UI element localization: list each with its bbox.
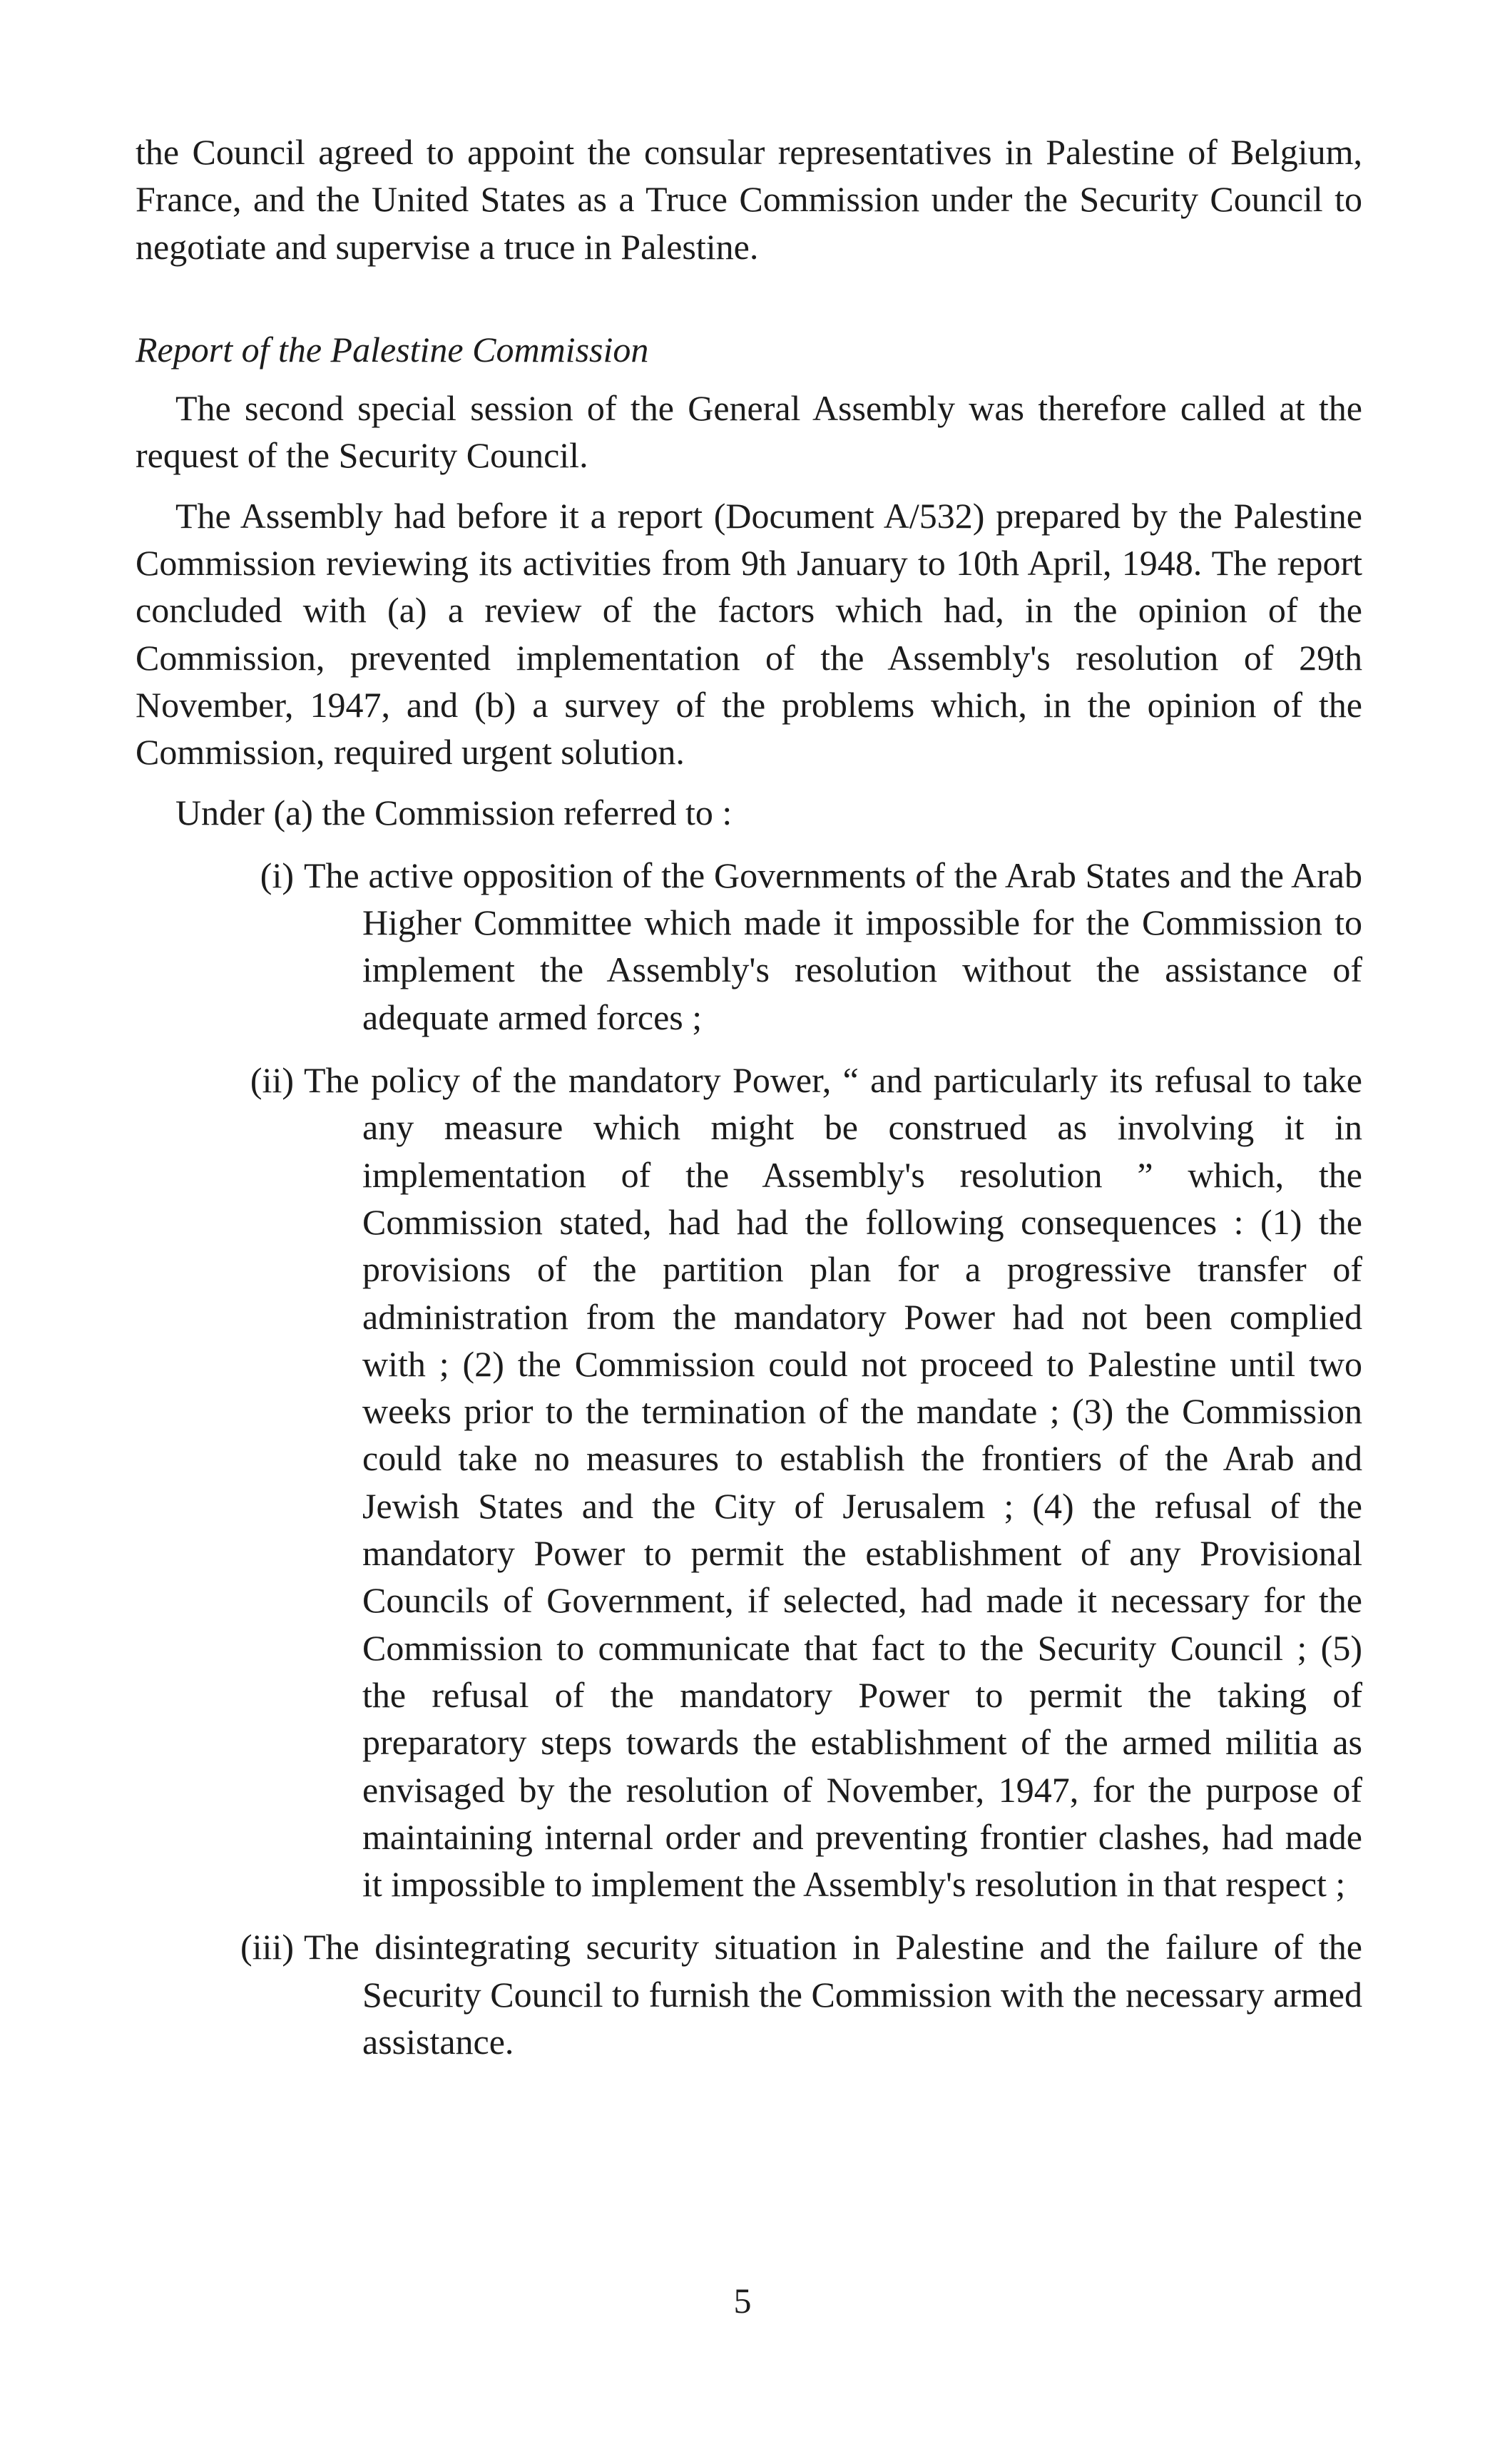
list-item-number: (iii) [240, 1927, 294, 1967]
page-number: 5 [733, 2281, 752, 2321]
list-item-text: The policy of the mandatory Power, “ and particularly its refusal to take any measure which might be construed as involving it in implementation of the Assembly's resolution ” which, the Commission stated, had had the following consequences : (1) the provisions of the partition plan for a progressive transfer of administration from the mandatory Power had not been complied with ; (2) the Commission could not proceed to Palestine until two weeks prior to the termination of the mandate ; (3) the Commission could take no measures to establish the frontiers of the Arab and Jewish States and the City of Jerusalem ; (4) the refusal of the mandatory Power to permit the establishment of any Provisional Councils of Government, if selected, had made it necessary for the Commission to communicate that fact to the Security Council ; (5) the refusal of the mandatory Power to permit the taking of preparatory steps towards the establishment of the armed militia as envisaged by the resolution of November, 1947, for the purpose of maintaining internal order and preventing frontier clashes, had made it impossible to implement the Assembly's resolution in that respect ; [304, 1060, 1362, 1905]
list-item-text: The active opposition of the Governments of the Arab States and the Arab Higher Committee which made it impossible for the Commission to implement the Assembly's resolution without the assistance of adequate armed forces ; [304, 855, 1362, 1037]
section-heading: Report of the Palestine Commission [136, 329, 649, 370]
list-item [136, 852, 1362, 1041]
document-page [136, 128, 1362, 2065]
list-item-number: (ii) [250, 1060, 294, 1101]
list-item [136, 1923, 1362, 2065]
paragraph-special-session: The second special session of the General Assembly was therefore called at the request of the Security Council. [136, 388, 1362, 476]
paragraph-assembly-report: The Assembly had before it a report (Document A/532) prepared by the Palestine Commission reviewing its activities from 9th January to 10th April, 1948. The report concluded with (a) a review of the factors which had, in the opinion of the Commission, prevented implementation of the Assembly's resolution of 29th November, 1947, and (b) a survey of the problems which, in the opinion of the Commission, required urgent solution. [136, 495, 1362, 773]
list-item-text: The disintegrating security situation in Palestine and the failure of the Security Council to furnish the Commission with the necessary armed assistance. [304, 1927, 1362, 2062]
paragraph-truce-commission: the Council agreed to appoint the consular representatives in Palestine of Belgium, France, and the United States as a Truce Commission under the Security Council to negotiate and supervise a truce in Palestine. [136, 132, 1362, 267]
list-item [136, 1057, 1362, 1908]
paragraph-under-a: Under (a) the Commission referred to : [175, 792, 733, 833]
list-item-number: (i) [260, 855, 294, 895]
